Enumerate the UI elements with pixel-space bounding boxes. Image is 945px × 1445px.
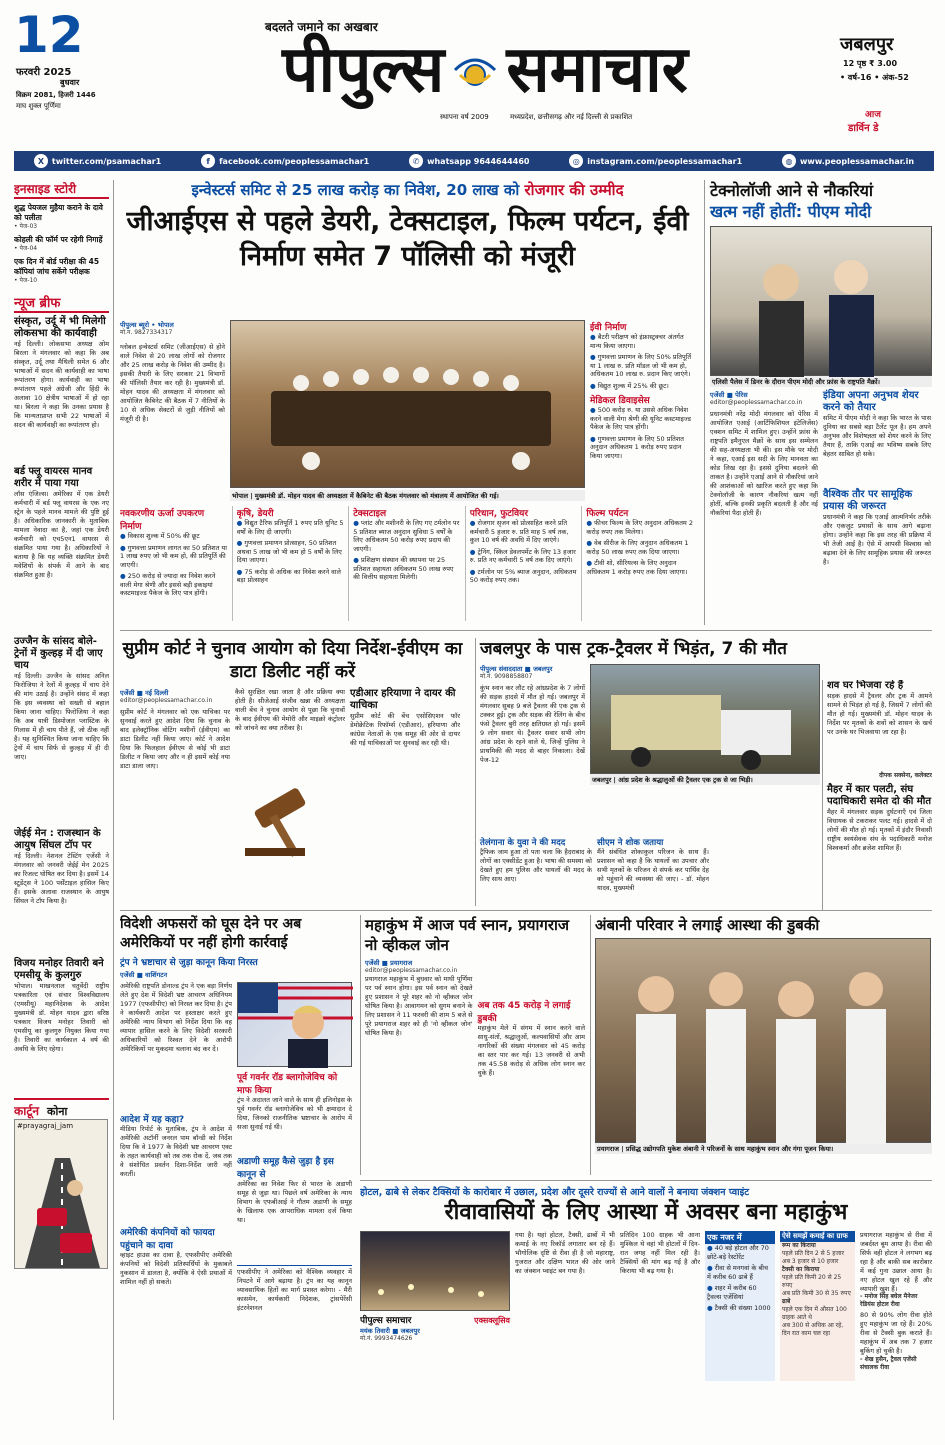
tagline: बदलते जमाने का अखबार <box>265 20 378 34</box>
vikram-samvat: विक्रम 2081, हिजरी 1446 <box>16 91 96 99</box>
sector-agri-dairy: कृषि, डेयरी ● विद्युत टैरिफ प्रतिपूर्ति 1 रुपए प्रति यूनिट 5 वर्षों के लिए दी जाएगी। ● गुणवत्ता प्रमाणन प्रोत्साहन, 50 प्रतिशत अथवा 5 लाख जो भी कम हो 5 वर्षों के लिए दिया जाएगा। ● 75 करोड़ से अधिक का निवेश करने वाले बड़ा प्रोत्साहन <box>237 506 350 621</box>
social-website[interactable]: ◍ www.peoplessamachar.in <box>782 154 914 168</box>
divider <box>120 910 932 911</box>
editions: मध्यप्रदेश, छत्तीसगढ़ और नई दिल्ली से प्रकाशित <box>510 113 633 121</box>
rewa-headline: रीवावासियों के लिए आस्था में अवसर बना महाकुंभ <box>444 1200 848 1225</box>
cartoon-title: कार्टून <box>14 1104 40 1118</box>
inside-item[interactable]: शुद्ध पेयजल मुहैया कराने के दावे को पलीता • पेज-03 <box>14 203 103 230</box>
year-issue: • वर्ष-16 • अंक-52 <box>840 73 909 82</box>
modi-headline-a: टेक्नोलॉजी आने से नौकरियां <box>710 181 874 200</box>
rewa-brand: पीपुल्स समाचार <box>360 1316 412 1326</box>
inside-item[interactable]: एक दिन में बोर्ड परीक्षा की 45 कॉपियां जांच सकेंगे परीक्षक • पेज-10 <box>14 257 100 284</box>
modi-macron-photo <box>710 226 932 376</box>
cartoon-subtitle: कोना <box>47 1105 68 1118</box>
foreign-headline: विदेशी अफसरों को घूस देने पर अब अमेरिकियों पर नहीं होगी कार्रवाई <box>120 916 302 951</box>
today-label: आज <box>865 110 881 120</box>
social-instagram[interactable]: ◎ instagram.com/peoplessamachar1 <box>569 154 742 168</box>
cabinet-caption: भोपाल | मुख्यमंत्री डॉ. मोहन यादव की अध्यक्षता में कैबिनेट की बैठक मंगलवार को मंत्रालय में आयोजित की गई। <box>230 490 585 501</box>
instagram-icon: ◎ <box>569 154 583 168</box>
rewa-kicker: होटल, ढाबे से लेकर टैक्सियों के कारोबार में उछाल, प्रदेश और दूसरे राज्यों से आने वालों ने बनाया जंक्शन प्वाइंट <box>360 1187 750 1198</box>
brief-item: संस्कृत, उर्दू में भी मिलेगी लोकसभा की कार्यवाही नई दिल्ली। लोकसभा अध्यक्ष ओम बिरला ने मंगलवार को कहा कि अब संस्कृत, उर्दू तथा मैथिली समेत 6 और भाषाओं में सदन की कार्यवाही का भाषा रूपांतरण होगा। कार्यवाही का भाषा रूपांतरण पहले अंग्रेजी और हिंदी के अलावा 10 क्षेत्रीय भाषाओं में हो रहा था। बिरला ने कहा कि उनका प्रयास है कि मान्यताप्राप्त सभी 22 भाषाओं में सदन की कार्यवाही का रूपांतरण हो। <box>14 316 109 429</box>
title-left: पीपुल्स <box>282 32 445 107</box>
foreign-bribe-story: विदेशी अफसरों को घूस देने पर अब अमेरिकियों पर नहीं होगी कार्रवाई ट्रंप ने भ्रष्टाचार से जुड़ा कानून किया निरस्त एजेंसी ■ वाशिंगटन अमेरिकी राष्ट्रपति डोनाल्ड ट्रंप ने एक बड़ा निर्णय लेते हुए देश में विदेशी भ्रष्ट आचरण अधिनियम 1977 (एफसीपीए) को निरस्त कर दिया है। ट्रंप ने कार्यकारी आदेश पर हस्ताक्षर करते हुए अमेरिकी न्याय विभाग को निर्देश दिया कि वह व्यापार हासिल करने के लिए विदेशी सरकारी अधिकारियों को रिश्वत देने के आरोपी अमेरिकियों पर मुकदमा चलाना बंद कर दे। आदेश में यह कहा? मीडिया रिपोर्ट के मुताबिक, ट्रंप ने आदेश में अमेरिकी अटॉर्नी जनरल पाम बॉन्डी को निर्देश दिया कि वे 1977 के विदेशी भ्रष्ट आचरण एक्ट के तहत कार्यवाही को तब तक रोक दें, जब तक वे संशोधित प्रवर्तन दिशा-निर्देश जारी नहीं करतीं। अमेरिकी कंपनियों को फायदा पहुंचाने का दावा व्हाइट हाउस का दावा है, एफसीपीए अमेरिकी कंपनियों को विदेशी प्रतिस्पर्धियों के मुकाबले नुकसान में डालता है, क्योंकि वे ऐसी प्रथाओं में शामिल नहीं हो सकते। पूर्व गवर्नर रॉड ब्लागोजेविच को माफ किया ट्रंप ने अदालत जाने वाले के साथ ही इलिनोइस के पूर्व गवर्नर रॉड ब्लागोजेविच को भी क्षमादान दे दिया, जिनको राजनीतिक भ्रष्टाचार के आरोप में सजा सुनाई गई थी। अडाणी समूह कैसे जुड़ा है इस कानून से अमेरिका का निवेश फिर से भारत के अडाणी समूह से जुड़ा था। पिछले वर्ष अमेरिका के न्याय विभाग के एफबीआई ने गौतम अडाणी के समूह के खिलाफ एक आपराधिक मामला दर्ज किया था। एफसीपीए ने अमेरिका को वैश्विक व्यवहार में निपटने में आगे बढ़ाया है। ट्रंप का यह कानून व्यावसायिक हितों का मार्ग प्रशस्त करेगा। - मैरी कासमेन, कार्यकारी निदेशक, ट्रांसपेरेंसी इंटरनेशनल <box>120 915 355 1420</box>
tithi: माघ शुक्ल पूर्णिमा <box>16 102 61 110</box>
social-whatsapp[interactable]: ✆ whatsapp 9644644460 <box>409 154 529 168</box>
title-right: समाचार <box>506 32 688 107</box>
date-number: 12 <box>14 6 84 64</box>
left-sidebar <box>14 180 114 1420</box>
truck-accident-story: जबलपुर के पास ट्रक-ट्रैवलर में भिड़ंत, 7 की मौत पीपुल्स संवाददाता ■ जबलपुर मो.नं. 9098858807 कुंभ स्नान कर लौट रहे आंध्रप्रदेश के 7 लोगों की सड़क हादसे में मौत हो गई। जबलपुर में मंगलवार सुबह 9 बजे ट्रैवलर की एक ट्रक से टक्कर हुई। ट्रक और सड़क की रेलिंग के बीच फंसे ट्रैवलर बुरी तरह क्षतिग्रस्त हो गई। इसमें 9 लोग सवार थे। ट्रैवलर सवार सभी लोग आंध्र प्रदेश के रहने वाले थे, जिन्हें पुलिस ने प्राथमिकी की मदद से बाहर निकाला। देखें पेज-12 जबलपुर | आंध्र प्रदेश के श्रद्धालुओं की ट्रैवलर एक ट्रक से जा भिड़ी। तेलंगाना के युवा ने की मदद ट्रैफिक जाम हुआ तो पता चला कि हैदराबाद के लोगों का एक्सीडेंट हुआ है। भाषा की समस्या को देखते हुए हम पुलिस और घायलों की मदद के लिए साथ आए। सीएम ने शोक जताया मैंने संबंधित शोकाकुल परिजन के साथ हैं। प्रशासन को कहा है कि घायलों का उपचार और सभी मृतकों के परिजन से संपर्क कर पार्थिव देह को पहुंचाने की व्यवस्था की जाए। - डॉ. मोहन यादव, मुख्यमंत्री <box>475 638 820 906</box>
kumbh-story: महाकुंभ में आज पर्व स्नान, प्रयागराज नो व्हीकल जोन एजेंसी ■ प्रयागराज editor@peoplessamachar.co.in प्रयागराज महाकुंभ में बुधवार को माघी पूर्णिमा पर पर्व स्नान होगा। इस पर्व स्नान को देखते हुए प्रशासन ने पूरे शहर को नो व्हीकल जोन घोषित किया है। आवागमन को सुगम बनाने के लिए प्रशासन ने 11 फरवरी की शाम 5 बजे से पूरे प्रयागराज शहर को ही 'नो व्हीकल जोन' घोषित किया है। अब तक 45 करोड़ ने लगाई डुबकी महाकुंभ मेले में संगम में स्नान करने वाले साधु-संतों, श्रद्धालुओं, कल्पवासियों और आम नागरिकों की संख्या मंगलवार को 45 करोड़ का स्तर पार कर गई। 13 जनवरी से अभी तक 45.58 करोड़ से अधिक लोग स्नान कर चुके हैं। <box>360 915 585 1175</box>
modi-story: टेक्नोलॉजी आने से नौकरियां खत्म नहीं होतीं: पीएम मोदी एलिसी पैलेस में डिनर के दौरान पीएम मोदी और फ्रांस के राष्ट्रपति मैक्रों। एजेंसी ■ पेरिस editor@peoplessamachar.co.in प्रधानमंत्री नरेंद्र मोदी मंगलवार को पेरिस में आयोजित एआई (आर्टिफिशियल इंटेलिजेंस) एक्शन समिट में शामिल हुए। उन्होंने फ्रांस के राष्ट्रपति इमैनुएल मैक्रों के साथ इस सम्मेलन की सह-अध्यक्षता भी की। इस मौके पर मोदी ने कहा, एआई इस सदी के लिए मानवता का कोड लिख रहा है। इससे दुनिया बदलने की ताकत है। उन्होंने एआई आने से नौकरियां जाने की आशंकाओं को खारिज करते हुए कहा कि टेक्नोलॉजी के कारण नौकरियां खत्म नहीं होतीं, बल्कि इनकी प्रकृति बदलती है और नई नौकरियां पैदा होती हैं। इंडिया अपना अनुभव शेयर करने को तैयार समिट में पीएम मोदी ने कहा कि भारत के पास दुनिया का सबसे बड़ा टैलेंट पूल है। हम अपने अनुभव और विशेषज्ञता को शेयर करने के लिए तैयार हैं, ताकि एआई का भविष्य सबके लिए बेहतर साबित हो सके। वैश्विक तौर पर सामूहिक प्रयास की जरूरत प्रधानमंत्री ने कहा कि एआई आत्मनिर्भर तरीके और एकजुट प्रयासों के साथ आगे बढ़ाना होगा। उन्होंने कहा कि इस तरह की प्रक्रिया में भी तेजी आई है। ऐसे में आपसी विश्वास को बढ़ावा देने के लिए सामूहिक प्रयास की जरूरत है। <box>704 180 932 625</box>
right-brief-column: शव घर भिजवा रहे हैं सड़क हादसे में ट्रैवलर और ट्रक में आमने सामने से भिड़ंत हो गई है, जिसमें 7 लोगों की मौत हो गई। मुख्यमंत्री डॉ. मोहन यादव के निर्देश पर मृतकों के शवों को शासन के खर्च पर उनके घर भिजवाया जा रहा है। दीपक सक्सेना, कलेक्टर मैहर में कार पलटी, संघ पदाधिकारी समेत दो की मौत मैहर में मंगलवार सड़क दुर्घटनाएँ एवं जिला विधायक से टकराकर पलट गई। हादसे में दो लोगों की मौत हो गई। मृतकों में इंदौर निवासी राष्ट्रीय स्वयंसेवक संघ के पदाधिकारी मनोज विश्वकर्मा और ब्रजेश शामिल हैं। <box>822 680 932 910</box>
cartoon-image: #prayagraj_jam <box>14 1119 108 1269</box>
trump-photo <box>237 982 352 1067</box>
gavel-icon <box>235 778 345 858</box>
sector-film: फिल्म पर्यटन ● फीचर फिल्म के लिए अनुदान अधिकतम 2 करोड़ रुपए तक मिलेगा। ● वेब सीरीज के लिए अनुदान अधिकतम 1 करोड़ 50 लाख रुपए तक दिया जाएगा। ● टीवी शो, सीरियल्स के लिए अनुदान अधिकतम 1 करोड़ रुपए तक दिया जाएगा। <box>586 506 695 621</box>
ambani-photo <box>595 938 931 1143</box>
supreme-court-story: सुप्रीम कोर्ट ने चुनाव आयोग को दिया निर्देश-ईवीएम का डाटा डिलीट नहीं करें एजेंसी ■ नई दिल्ली editor@peoplessamachar.co.in सुप्रीम कोर्ट ने मंगलवार को एक याचिका पर सुनवाई करते हुए आदेश दिया कि चुनाव के बाद इलेक्ट्रॉनिक वोटिंग मशीनों (ईवीएम) का डाटा डिलीट नहीं किया जाए। कोर्ट ने आदेश दिया कि फिलहाल ईवीएम से कोई भी डाटा डिलीट न किया जाए और न ही इसमें कोई नया डाटा डाला जाए। कैसे सुरक्षित रखा जाता है और प्रक्रिया क्या होती है। सीजेआई संजीव खन्ना की अध्यक्षता वाली बेंच ने चुनाव आयोग से पूछा कि चुनावों के बाद ईवीएम की मेमोरी और माइक्रो कंट्रोलर को जांचने का क्या तरीका है। एडीआर हरियाणा ने दायर की याचिका सुप्रीम कोर्ट की बेंच एसोसिएशन फॉर डेमोक्रेटिक रिफॉर्म्स (एडीआर), हरियाणा और कांग्रेस नेताओं के एक समूह की ओर से दायर की गई याचिकाओं पर सुनवाई कर रही थी। <box>120 638 465 906</box>
sector-textile: टेक्सटाइल ● प्लांट और मशीनरी के लिए गए टर्मलोन पर 5 प्रतिशत ब्याज अनुदान सुविधा 5 वर्षों के लिए अधिकतम 50 करोड़ रुपए प्रदाय की जाएगी। ● प्रशिक्षण संस्थान की स्थापना पर 25 प्रतिशत सहायता अधिकतम 50 लाख रुपए की वित्तीय सहायता मिलेगी। <box>353 506 466 621</box>
rewa-story: होटल, ढाबे से लेकर टैक्सियों के कारोबार में उछाल, प्रदेश और दूसरे राज्यों से आने वालों ने बनाया जंक्शन प्वाइंट रीवावासियों के लिए आस्था में अवसर बना महाकुंभ पीपुल्स समाचार एक्सक्लूसिव मयंक तिवारी ■ जबलपुर मो.नं. 9993474626 गया है। यहां होटल, टैक्सी, ढाबों में भी कमाई के नए रिकॉर्ड लगातार बन रहे हैं। भौगोलिक दृष्टि से रीवा ही है जो महाराष्ट्र, गुजरात और दक्षिण भारत की ओर जाने का जंक्शन प्वाइंट बन गया है। प्रतिदिन 100 ग्राहक भी आना मुश्किल थे वहां भी होटलों में दिन-रात जगह नहीं मिल रही है। टैक्सियों की मांग बढ़ गई है और किराया भी बढ़ गया है। एक नजर में ● 40 बड़े होटल और 70 छोटे-बड़े रेस्टोरेंट ● रीवा से मनगवां के बीच में करीब 60 ढाबे हैं ● शहर में करीब 60 ट्रैवल्स एजेंसियां ● टैक्सी की संख्या 1000 ऐसे समझें कमाई का ग्राफ रूम का किराया पहले प्रति दिन 2 से 5 हजार अब 3 हजार से 10 हजार टैक्सी का किराया पहले प्रति किमी 20 से 25 रुपए अब प्रति किमी 30 से 35 रुपए ढाबे पहले एक दिन में औसत 100 ग्राहक आते थे अब 300 से अधिक आ रहे, दिन रात काम चल रहा प्रयागराज महाकुंभ से रीवा में जबर्दस्त बूम आया है। रीवा की सिर्फ वही होटल ने लगभग बढ़ रहा है और बाकी सब कारोबार में कई गुना उछाल आया है। नए होटल खुल रहे हैं और व्यापारी खुश हैं। - मनोज सिंह बघेल मैनेजर रेडियंस होटल रीवा 80 से 90% लोग रीवा होते हुए महाकुंभ जा रहे हैं। 20% रीवा से टैक्सी बुक कराते हैं। महाकुंभ में अब तक 7 हजार बुकिंग हो चुकी है। - शेख हुसैन, ट्रैवल एजेंसी संचालक रीवा <box>360 1185 932 1425</box>
brief-item: जेईई मेन : राजस्थान के आयुष सिंघल टॉप पर नई दिल्ली। नेशनल टेस्टिंग एजेंसी ने मंगलवार को जनवरी जेईई मेन 2025 का रिजल्ट घोषित कर दिया है। इसमें 14 स्टूडेंट्स ने 100 पर्सेंटाइल हासिल किए हैं। इसके अलावा राजस्थान के आयुष सिंघल ने टॉप किया है। <box>14 828 109 905</box>
rewa-street-photo <box>360 1231 510 1311</box>
modi-headline-b: खत्म नहीं होतीं: पीएम मोदी <box>710 202 872 221</box>
ambani-story: अंबानी परिवार ने लगाई आस्था की डुबकी प्रयागराज | प्रसिद्ध उद्योगपति मुकेश अंबानी ने परिजनों के साथ महाकुंभ स्नान और गंगा पूजन किया। <box>590 915 932 1175</box>
lead-kicker: इन्वेस्टर्स समिट से 25 लाख करोड़ का निवेश, 20 लाख को रोजगार की उम्मीद <box>191 181 624 199</box>
lead-byline-col: पीपुल्स ब्यूरो • भोपाल मो.न. 9827334317 ग्लोबल इन्वेस्टर्स समिट (जीआईएस) से होने वाले निवेश से 20 लाख लोगों को रोजगार और 25 लाख करोड़ के निवेश की उम्मीद है। इसकी तैयारी के लिए सरकार 21 विभागों की पॉलिसी तैयार कर रही है। मुख्यमंत्री डॉ. मोहन यादव की अध्यक्षता में मंगलवार को आयोजित कैबिनेट की बैठक में 7 नीतियों के 10 से अधिक सेक्टरों से जुड़ी नीतियों को मंजूरी दी है। <box>120 321 225 423</box>
brief-item: विजय मनोहर तिवारी बने एमसीयू के कुलगुरु भोपाल। माखनलाल चतुर्वेदी राष्ट्रीय पत्रकारिता एवं संचार विश्वविद्यालय (एमसीयू) महानिदेशक के आदेश मुख्यमंत्री डॉ. मोहन यादव द्वारा वरिष्ठ पत्रकार विजय मनोहर तिवारी को एमसीयू का कुलगुरु नियुक्त किया गया है। तिवारी का कार्यकाल 4 वर्ष की अवधि के लिए रहेगा। <box>14 958 109 1053</box>
ev-box: ईवी निर्माण ● बैटरी परीक्षण को इंफ्रास्ट्रक्चर अंतर्गत मान्य किया जाएगा। ● गुणवत्ता प्रमाणन के लिए 50% प्रतिपूर्ति या 1 लाख रु. प्रति मॉडल जो भी कम हो, अधिकतम 10 लाख रु. प्रदान किए जाएंगे। ● विद्युत शुल्क में 25% की छूट। मेडिकल डिवाइसेस ● 500 करोड़ रु. या उससे अधिक निवेश करने वाली मेगा श्रेणी की यूनिट कस्टमाइज्ड पैकेज के लिए पात्र होंगी। ● गुणवत्ता प्रमाणन के लिए 50 प्रतिशत अनुदान अधिकतम 1 करोड़ रुपए प्रदान किया जाएगा। <box>590 320 695 463</box>
divider <box>120 630 932 631</box>
modi-caption: एलिसी पैलेस में डिनर के दौरान पीएम मोदी और फ्रांस के राष्ट्रपति मैक्रों। <box>710 376 932 387</box>
medical-title: मेडिकल डिवाइसेस <box>590 396 650 406</box>
masthead <box>0 0 945 150</box>
whatsapp-icon: ✆ <box>409 154 423 168</box>
x-icon: X <box>34 154 48 168</box>
brief-item: बर्ड फ्लू वायरस मानव शरीर में पाया गया लॉस एंजिल्स। अमेरिका में एक डेयरी कर्मचारी में बर्ड फ्लू वायरस के एक नए स्ट्रेन के पहले मानव मामले की पुष्टि हुई है। अधिकारिक जानकारी के मुताबिक मामला नेवादा का है, जहां एक डेयरी कर्मचारी को एच5एन1 वायरस से संक्रमित पाया गया है। अधिकारियों ने बताया है कि यह व्यक्ति संक्रमित डेयरी मवेशियों के संपर्क में आने के बाद संक्रमित हुआ है। <box>14 466 109 579</box>
pages-price: 12 पृष्ठ ₹ 3.00 <box>843 59 898 68</box>
city: जबलपुर <box>840 34 894 55</box>
supreme-headline: सुप्रीम कोर्ट ने चुनाव आयोग को दिया निर्देश-ईवीएम का डाटा डिलीट नहीं करें <box>122 639 463 682</box>
social-bar <box>14 151 934 171</box>
news-brief-title: न्यूज ब्रीफ <box>14 293 109 313</box>
masthead-title <box>170 30 800 110</box>
at-a-glance-box: एक नजर में ● 40 बड़े होटल और 70 छोटे-बड़े रेस्टोरेंट ● रीवा से मनगवां के बीच में करीब 60 ढाबे हैं ● शहर में करीब 60 ट्रैवल्स एजेंसियां ● टैक्सी की संख्या 1000 <box>705 1231 775 1381</box>
cabinet-photo <box>230 320 585 488</box>
founded: स्थापना वर्ष 2009 <box>440 113 489 121</box>
weekday: बुधवार <box>60 78 80 87</box>
lead-story <box>120 180 695 625</box>
inside-story-title: इनसाइड स्टोरी <box>14 180 109 199</box>
facebook-icon: f <box>201 154 215 168</box>
social-twitter[interactable]: X twitter.com/psamachar1 <box>34 154 161 168</box>
earnings-graph-box: ऐसे समझें कमाई का ग्राफ रूम का किराया पहले प्रति दिन 2 से 5 हजार अब 3 हजार से 10 हजार टैक्सी का किराया पहले प्रति किमी 20 से 25 रुपए अब प्रति किमी 30 से 35 रुपए ढाबे पहले एक दिन में औसत 100 ग्राहक आते थे अब 300 से अधिक आ रहे, दिन रात काम चल रहा <box>780 1231 855 1381</box>
truck-headline: जबलपुर के पास ट्रक-ट्रैवलर में भिड़ंत, 7 की मौत <box>480 639 787 659</box>
rewa-exclusive: एक्सक्लूसिव <box>474 1316 510 1325</box>
ev-title: ईवी निर्माण <box>590 323 627 333</box>
brief-item: उज्जैन के सांसद बोले-ट्रेनों में कुल्हड़ में दी जाए चाय नई दिल्ली। उज्जैन के सांसद अनिल फिरोजिया ने रेलों में कुल्हड़ में चाय देने की मांग उठाई है। उन्होंने संसद में कहा कि इस व्यवस्था को सख्ती से बहाल किया जाना चाहिए। फिरोजिया ने कहा कि अब यात्री डिस्पोजल प्लास्टिक के गिलास में ही चाय पीते हैं, जो ठीक नहीं है। यह सुनिश्चित किया जाना चाहिए कि ट्रेनों में चाय सिर्फ से कुल्हड़ में ही दी जाए। <box>14 636 109 761</box>
logo-emblem-icon <box>450 45 500 95</box>
inside-item[interactable]: कोहली की फॉर्म पर रहेगी निगाहें • पेज-04 <box>14 235 103 252</box>
sector-apparel: परिधान, फुटवियर ● रोजगार सृजन को प्रोत्साहित करने प्रति कर्मचारी 5 हजार रु. प्रति माह 5 वर्ष तक, कुल 10 वर्ष की अवधि में दिए जाएंगे। ● ट्रेनिंग, स्किल डेवलपमेंट के लिए 13 हजार रु. प्रति नए कर्मचारी 5 वर्ष तक दिए जाएंगे। ● टर्मलोन पर 5% ब्याज अनुदान, अधिकतम 50 करोड़ रुपए तक। <box>470 506 583 621</box>
divider <box>360 1180 932 1181</box>
truck-photo <box>590 664 820 774</box>
social-facebook[interactable]: f facebook.com/peoplessamachar1 <box>201 154 369 168</box>
ambani-headline: अंबानी परिवार ने लगाई आस्था की डुबकी <box>595 916 820 934</box>
sector-renewable: नवकरणीय ऊर्जा उपकरण निर्माण ● विकास शुल्क में 50% की छूट ● गुणवत्ता प्रमाणन लागत का 50 प्रतिशत या 1 लाख रुपए जो भी कम हो, की प्रतिपूर्ति की जाएगी। ● 250 करोड़ से ज्यादा का निवेश करने वाली मेगा श्रेणी और इससे बड़ी इकाइयां कस्टमाइज्ड पैकेज के लिए पात्र होंगी। <box>120 506 233 621</box>
sector-row <box>120 506 695 621</box>
web-icon: ◍ <box>782 154 796 168</box>
today-name: डार्विन डे <box>848 123 879 134</box>
kumbh-headline: महाकुंभ में आज पर्व स्नान, प्रयागराज नो व्हीकल जोन <box>365 916 569 954</box>
month-year: फरवरी 2025 <box>16 67 72 78</box>
cartoon-box <box>14 1098 109 1269</box>
lead-headline: जीआईएस से पहले डेयरी, टेक्सटाइल, फिल्म पर्यटन, ईवी निर्माण समेत 7 पॉलिसी को मंजूरी <box>126 206 689 272</box>
